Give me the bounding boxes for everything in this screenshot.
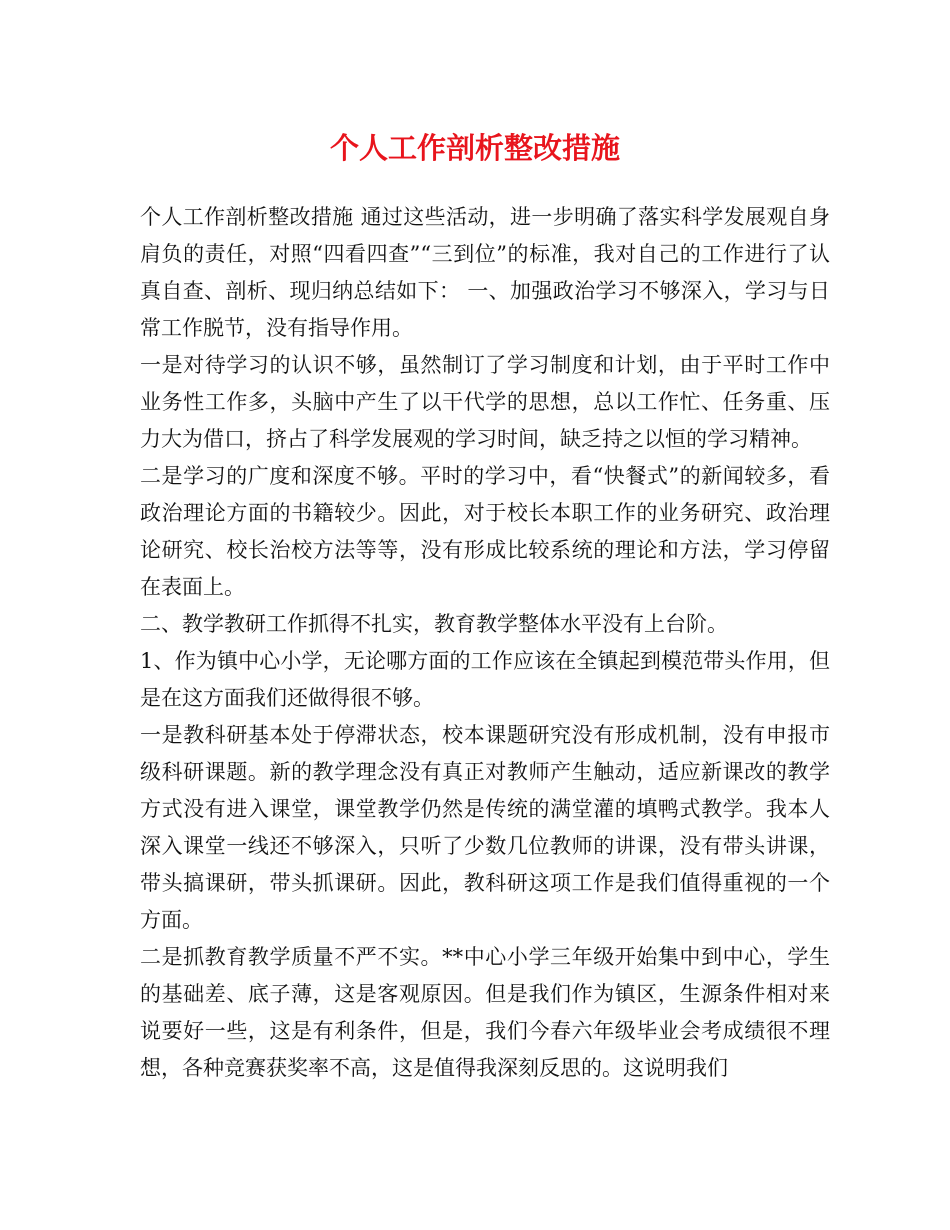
body-paragraph-4: 二、教学教研工作抓得不扎实，教育教学整体水平没有上台阶。 (140, 612, 728, 636)
document-title: 个人工作剖析整改措施 (329, 131, 620, 165)
body-paragraph-2: 一是对待学习的认识不够，虽然制订了学习制度和计划，由于平时工作中业务性工作多，头脑中产生了以干代学的思想，总以工作忙、任务重、压力大为借口，挤占了科学发展观的学习时间，缺乏持之以恒的学习精神。 (140, 353, 830, 451)
body-paragraph-3: 二是学习的广度和深度不够。平时的学习中，看“快餐式”的新闻较多，看政治理论方面的书籍较少。因此，对于校长本职工作的业务研究、政治理论研究、校长治校方法等等，没有形成比较系统的理论和方法，学习停留在表面上。 (140, 464, 830, 599)
body-paragraph-6: 一是教科研基本处于停滞状态，校本课题研究没有形成机制，没有申报市级科研课题。新的教学理念没有真正对教师产生触动，适应新课改的教学方式没有进入课堂，课堂教学仍然是传统的满堂灌的填鸭式教学。我本人深入课堂一线还不够深入，只听了少数几位教师的讲课，没有带头讲课，带头搞课研，带头抓课研。因此，教科研这项工作是我们值得重视的一个方面。 (140, 723, 830, 932)
body-paragraph-7: 二是抓教育教学质量不严不实。**中心小学三年级开始集中到中心，学生的基础差、底子薄，这是客观原因。但是我们作为镇区，生源条件相对来说要好一些，这是有利条件，但是，我们今春六年级毕业会考成绩很不理想，各种竞赛获奖率不高，这是值得我深刻反思的。这说明我们 (140, 945, 830, 1080)
body-paragraph-1: 个人工作剖析整改措施 通过这些活动，进一步明确了落实科学发展观自身肩负的责任，对照“四看四查”“三到位”的标准，我对自己的工作进行了认真自查、剖析、现归纳总结如下： 一、加强政治学习不够深入，学习与日常工作脱节，没有指导作用。 (140, 205, 830, 340)
document-body (140, 199, 830, 1087)
body-paragraph-5: 1、作为镇中心小学，无论哪方面的工作应该在全镇起到模范带头作用，但是在这方面我们还做得很不够。 (140, 649, 830, 710)
